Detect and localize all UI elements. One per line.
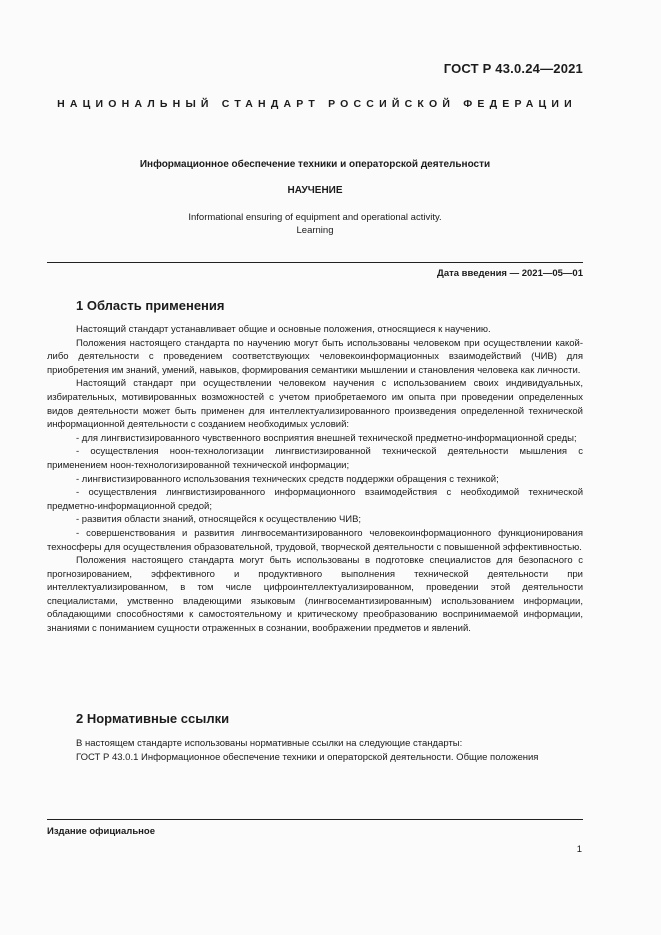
english-title-line-2: Learning	[296, 225, 334, 236]
document-title-english	[47, 211, 583, 237]
list-item: - осуществления ноон-технологизации лингвистизированной технической деятельности мышления с применением ноон-технологизированной технической информации;	[47, 446, 583, 471]
section-2-heading: 2 Нормативные ссылки	[76, 711, 230, 726]
document-subtitle: НАУЧЕНИЕ	[287, 185, 343, 196]
header-divider	[47, 262, 583, 263]
section-1-body	[47, 323, 583, 636]
section-2-body	[47, 737, 583, 764]
paragraph: Настоящий стандарт при осуществлении человеком научения с использованием своих индивидуальных, избирательных, мотивированных возможностей с учетом приобретаемого им опыта при проведении определенных видов деятельности может быть применен для интеллектуализированного произведения определенной технической информационной деятельности с созданием необходимых условий:	[47, 378, 583, 431]
list-item: - лингвистизированного использования технических средств поддержки обращения с техникой;	[76, 473, 499, 485]
edition-label: Издание официальное	[47, 826, 155, 837]
paragraph: Настоящий стандарт устанавливает общие и основные положения, относящиеся к научению.	[76, 324, 491, 335]
document-code: ГОСТ Р 43.0.24—2021	[443, 61, 583, 76]
national-standard-heading: НАЦИОНАЛЬНЫЙ СТАНДАРТ РОССИЙСКОЙ ФЕДЕРАЦИИ	[57, 98, 577, 110]
list-item: - развития области знаний, относящейся к осуществлению ЧИВ;	[76, 514, 362, 526]
document-title: Информационное обеспечение техники и операторской деятельности	[139, 159, 491, 170]
paragraph: В настоящем стандарте использованы нормативные ссылки на следующие стандарты:	[76, 738, 463, 749]
paragraph: Положения настоящего стандарта по научению могут быть использованы человеком при осуществлении какой-либо деятельности с проведением соответствующих человекоинформационных взаимодействий (ЧИВ) для приобретения им знаний, умений, навыков, формирования семантики мышлении и становления человека как личности.	[47, 337, 583, 376]
english-title-line-1: Informational ensuring of equipment and operational activity.	[188, 212, 442, 223]
section-1-heading: 1 Область применения	[76, 298, 225, 313]
list-item: - осуществления лингвистизированного информационного взаимодействия с необходимой технической предметно-информационной средой;	[47, 487, 583, 512]
introduction-date: Дата введения — 2021—05—01	[437, 268, 583, 279]
list-item: - для лингвистизированного чувственного восприятия внешней технической предметно-информационной среды;	[76, 432, 577, 444]
page-number: 1	[576, 844, 582, 855]
list-item: - совершенствования и развития лингвосемантизированного человекоинформационного функционирования техносферы для осуществления образовательной, трудовой, творческой деятельности с повышенной эффективностью.	[47, 527, 583, 553]
reference-item: ГОСТ Р 43.0.1 Информационное обеспечение техники и операторской деятельности. Общие положения	[76, 751, 539, 763]
footer-divider	[47, 819, 583, 820]
paragraph: Положения настоящего стандарта могут быть использованы в подготовке специалистов для безопасного с прогнозированием, эффективного и продуктивного выполнения технической деятельности при интеллектуализированном, в том числе цифроинтеллектуализированном, проведении этой деятельности специалистами, умственно владеющими языковым (лингвосемантизированным) использованием информации, обладающими способностями к самостоятельному и критическому преобразованию воспринимаемой информации, знаниями с пониманием сущности отраженных в сознании, воображении предметов и явлений.	[47, 555, 583, 635]
